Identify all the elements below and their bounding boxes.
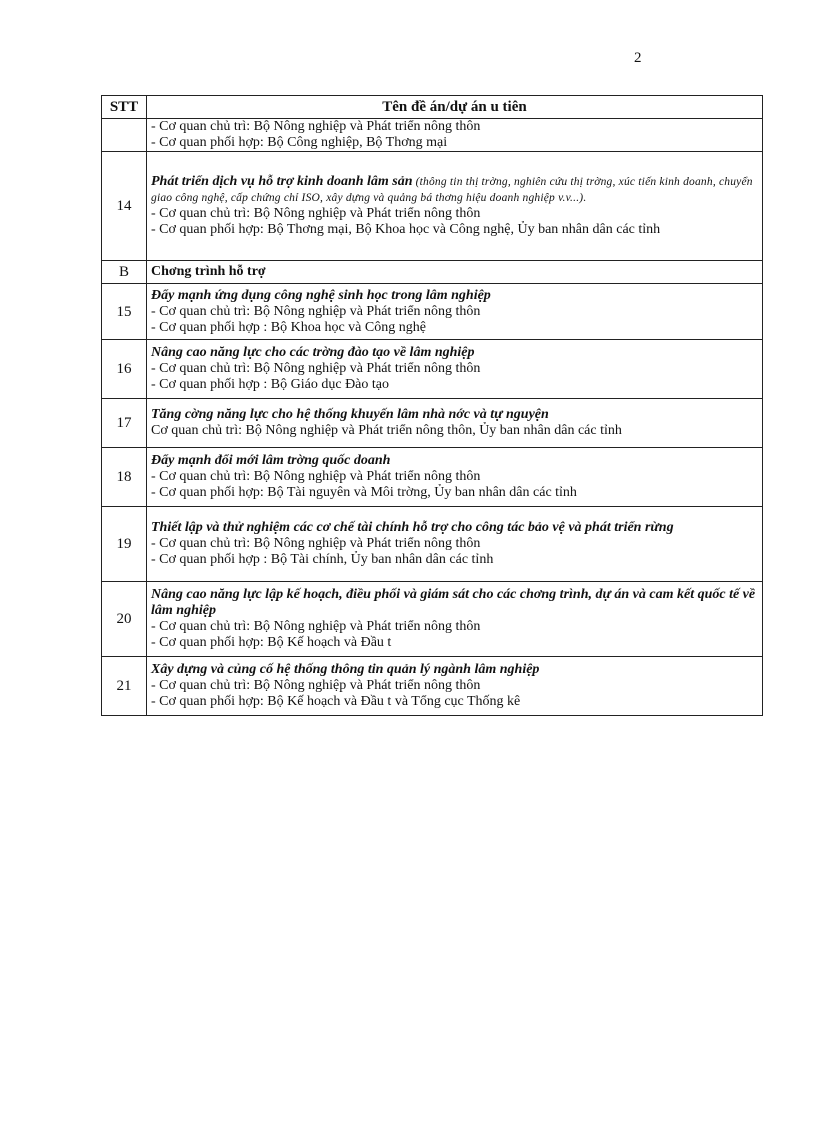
agency-line: Cơ quan chủ trì: Bộ Nông nghiệp và Phát triển nông thôn, Ủy ban nhân dân các tỉnh [151,423,622,438]
row-stt: 18 [102,448,147,507]
agency-line: - Cơ quan phối hợp : Bộ Khoa học và Công nghệ [151,319,426,335]
row-content [147,399,763,448]
project-title: Xây dựng và củng cố hệ thống thông tin quản lý ngành lâm nghiệp [151,662,540,677]
row-stt: 19 [102,507,147,582]
agency-line: - Cơ quan phối hợp: Bộ Công nghiệp, Bộ Thơng mại [151,135,448,150]
agency-line: - Cơ quan phối hợp : Bộ Giáo dục Đào tạo [151,377,389,392]
page-number: 2 [634,50,642,66]
section-label: B [102,261,147,284]
section-row [102,261,763,284]
row-stt [102,119,147,152]
project-table [101,95,763,716]
row-content [147,284,763,340]
table-row [102,657,763,716]
header-stt: STT [102,96,147,119]
project-title: Nâng cao năng lực cho các trờng đào tạo về lâm nghiệp [151,345,475,360]
agency-line: - Cơ quan chủ trì: Bộ Nông nghiệp và Phát triển nông thôn [151,619,481,634]
row-stt: 17 [102,399,147,448]
project-title: Đẩy mạnh ứng dụng công nghệ sinh học trong lâm nghiệp [151,287,491,303]
agency-line: - Cơ quan chủ trì: Bộ Nông nghiệp và Phát triển nông thôn [151,119,481,134]
row-content [147,152,763,261]
agency-line: - Cơ quan phối hợp: Bộ Kế hoạch và Đầu t [151,635,392,650]
agency-line: - Cơ quan chủ trì: Bộ Nông nghiệp và Phát triển nông thôn [151,206,481,221]
project-title: Phát triển dịch vụ hỗ trợ kinh doanh lâm sản [151,174,413,189]
agency-line: - Cơ quan chủ trì: Bộ Nông nghiệp và Phát triển nông thôn [151,303,481,319]
table-row [102,399,763,448]
project-title: Tăng cờng năng lực cho hệ thống khuyến lâm nhà nớc và tự nguyện [151,407,549,422]
row-content [147,582,763,657]
agency-line: - Cơ quan phối hợp: Bộ Tài nguyên và Môi trờng, Ủy ban nhân dân các tỉnh [151,485,577,500]
agency-line: - Cơ quan phối hợp : Bộ Tài chính, Ủy ban nhân dân các tỉnh [151,552,494,567]
row-content [147,507,763,582]
table-row [102,152,763,261]
row-content [147,119,763,152]
agency-line: - Cơ quan phối hợp: Bộ Kế hoạch và Đầu t và Tổng cục Thống kê [151,694,521,709]
project-note: (thông tin thị trờng, nghiên cứu thị trờng, xúc tiến kinh doanh, chuyển giao công nghệ, cấp chứng chỉ ISO, xây dựng và quảng bá thơng hiệu doanh nghiệp v.v...). [151,176,753,204]
row-content [147,657,763,716]
row-content [147,340,763,399]
agency-line: - Cơ quan chủ trì: Bộ Nông nghiệp và Phát triển nông thôn [151,536,481,551]
table-row [102,582,763,657]
row-stt: 14 [102,152,147,261]
project-title: Nâng cao năng lực lập kế hoạch, điều phối và giám sát cho các chơng trình, dự án và cam kết quốc tế về lâm nghiệp [151,587,756,618]
agency-line: - Cơ quan chủ trì: Bộ Nông nghiệp và Phát triển nông thôn [151,678,481,693]
table-row [102,340,763,399]
table-header-row [102,96,763,119]
project-title: Đẩy mạnh đổi mới lâm trờng quốc doanh [151,453,391,468]
section-title: Chơng trình hỗ trợ [147,261,763,284]
project-title: Thiết lập và thử nghiệm các cơ chế tài chính hỗ trợ cho công tác bảo vệ và phát triển rừng [151,520,674,535]
project-title-with-note [151,174,758,206]
agency-line: - Cơ quan chủ trì: Bộ Nông nghiệp và Phát triển nông thôn [151,361,481,376]
table-row [102,507,763,582]
table-row [102,119,763,152]
agency-line: - Cơ quan chủ trì: Bộ Nông nghiệp và Phát triển nông thôn [151,469,481,484]
table-row [102,448,763,507]
header-project-name: Tên đề án/dự án u tiên [147,96,763,119]
row-stt: 16 [102,340,147,399]
row-content [147,448,763,507]
agency-line: - Cơ quan phối hợp: Bộ Thơng mại, Bộ Khoa học và Công nghệ, Ủy ban nhân dân các tỉnh [151,222,661,237]
row-stt: 20 [102,582,147,657]
row-stt: 21 [102,657,147,716]
table-row [102,284,763,340]
row-stt: 15 [102,284,147,340]
